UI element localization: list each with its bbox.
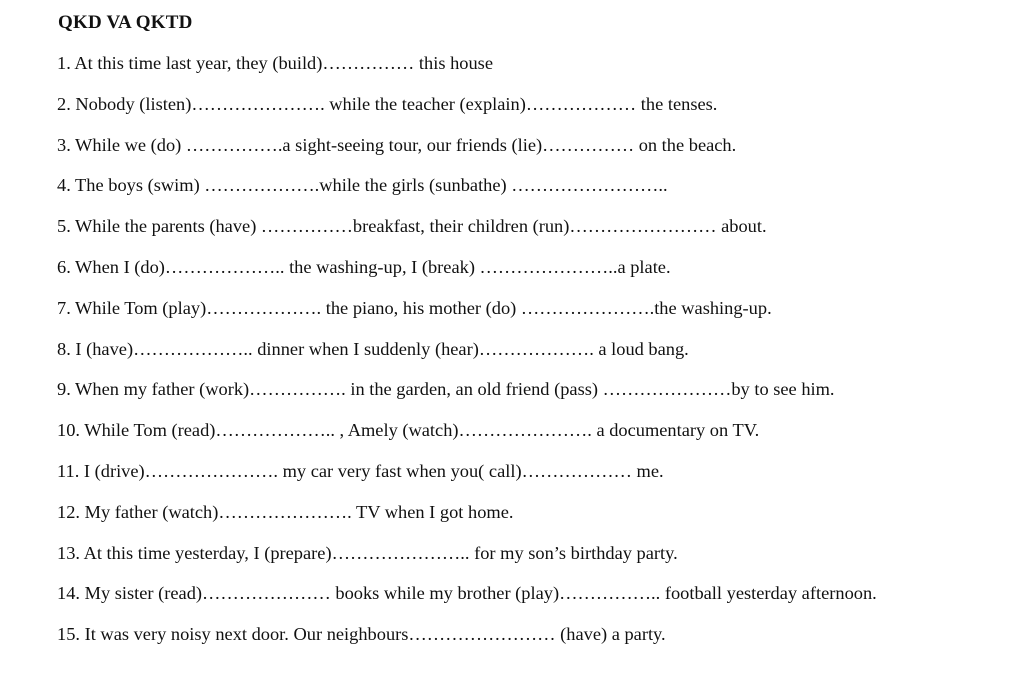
exercise-item-2: 2. Nobody (listen)…………………. while the teacher (explain)……………… the tenses. [57, 93, 718, 114]
exercise-item-6: 6. When I (do)……………….. the washing-up, I (break) …………………..a plate. [57, 256, 671, 277]
exercise-item-12: 12. My father (watch)…………………. TV when I got home. [57, 501, 514, 522]
exercise-item-3: 3. While we (do) …………….a sight-seeing tour, our friends (lie)…………… on the beach. [57, 134, 737, 155]
exercise-item-15: 15. It was very noisy next door. Our neighbours…………………… (have) a party. [57, 624, 666, 645]
exercise-item-4: 4. The boys (swim) ……………….while the girls (sunbathe) …………………….. [57, 175, 668, 196]
exercise-item-13: 13. At this time yesterday, I (prepare)………………….. for my son’s birthday party. [57, 542, 678, 563]
exercise-list [57, 50, 877, 662]
exercise-item-8: 8. I (have)……………….. dinner when I suddenly (hear)………………. a loud bang. [57, 338, 689, 359]
exercise-item-1: 1. At this time last year, they (build)…………… this house [57, 53, 493, 73]
exercise-item-10: 10. While Tom (read)……………….. , Amely (watch)…………………. a documentary on TV. [57, 420, 760, 441]
exercise-item-5: 5. While the parents (have) ……………breakfast, their children (run)…………………… about. [57, 216, 767, 237]
exercise-item-14: 14. My sister (read)………………… books while my brother (play)…………….. football yesterday afternoon. [57, 583, 877, 604]
worksheet-title: QKD VA QKTD [58, 12, 193, 33]
exercise-item-11: 11. I (drive)…………………. my car very fast when you( call)……………… me. [57, 460, 664, 481]
exercise-item-9: 9. When my father (work)……………. in the garden, an old friend (pass) …………………by to see him. [57, 379, 835, 400]
exercise-item-7: 7. While Tom (play)………………. the piano, his mother (do) ………………….the washing-up. [57, 297, 772, 318]
